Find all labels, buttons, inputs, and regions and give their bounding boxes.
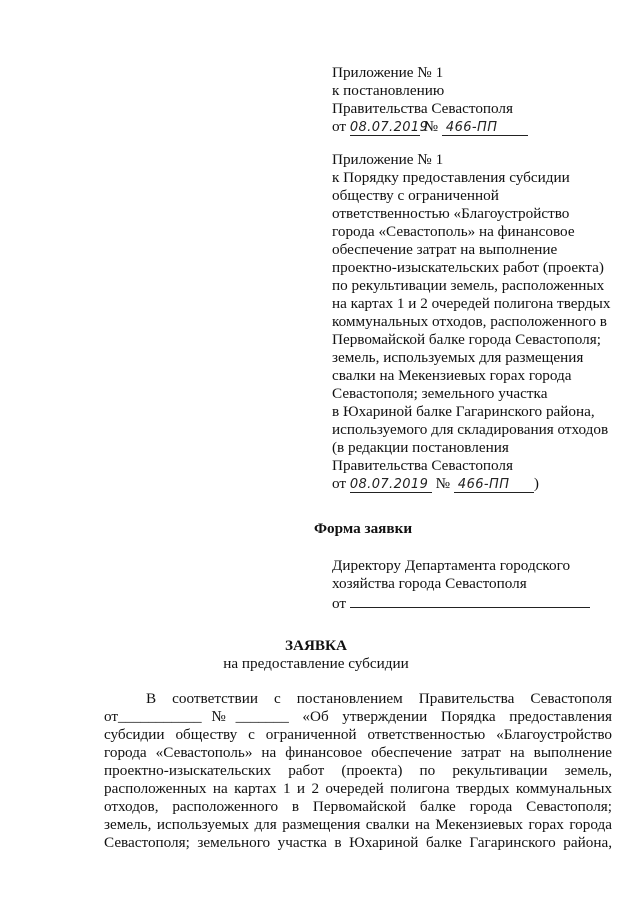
form-title: Форма заявки	[314, 520, 413, 537]
annex-line: (в редакции постановления	[332, 439, 509, 456]
annex-line: земель, используемых для размещения	[332, 349, 584, 366]
addressee-line: Директору Департамента городского	[332, 557, 571, 574]
annex-line: по рекультивации земель, расположенных	[332, 277, 605, 294]
annex-line: Приложение № 1	[332, 151, 444, 168]
annex-date-line	[332, 118, 528, 136]
handwritten-date: 08.07.2019	[350, 477, 432, 493]
annex-line: на картах 1 и 2 очередей полигона твердых	[332, 295, 611, 312]
handwritten-number: 466-ПП	[454, 477, 534, 493]
body-line: Севастополя; земельного участка в Юхариной балке Гагаринского района,	[104, 834, 612, 851]
annex-line: Правительства Севастополя	[332, 457, 513, 474]
ot-label: от	[332, 118, 347, 135]
annex-line: используемого для складирования отходов	[332, 421, 609, 438]
ot-label: от	[332, 595, 347, 612]
application-subtitle: на предоставление субсидии	[223, 655, 409, 672]
annex-line: в Юхариной балке Гагаринского района,	[332, 403, 595, 420]
annex-line: свалки на Мекензиевых горах города	[332, 367, 572, 384]
handwritten-number: 466-ПП	[442, 120, 528, 136]
body-line: В соответствии с постановлением Правительства Севастополя	[146, 690, 612, 707]
body-line: отходов, расположенного в Первомайской балке города Севастополя;	[104, 798, 612, 815]
body-line: субсидии обществу с ограниченной ответственностью «Благоустройство	[104, 726, 612, 743]
annex-to-resolution: к постановлению	[332, 82, 445, 99]
annex-line: коммунальных отходов, расположенного в	[332, 313, 607, 330]
number-sign: №	[435, 475, 451, 492]
annex-line: города «Севастополь» на финансовое	[332, 223, 575, 240]
annex-line: проектно-изыскательских работ (проекта)	[332, 259, 604, 276]
annex-government: Правительства Севастополя	[332, 100, 513, 117]
addressee-from-line	[332, 593, 590, 613]
ot-label: от	[332, 475, 347, 492]
annex-line: Первомайской балке города Севастополя;	[332, 331, 601, 348]
number-sign: №	[423, 118, 439, 135]
handwritten-date: 08.07.2019	[349, 120, 429, 135]
annex-line: Севастополя; земельного участка	[332, 385, 548, 402]
body-line: земель, используемых для размещения свалки на Мекензиевых горах города	[104, 816, 612, 833]
body-line: от___________№_______ «Об утверждении Порядка предоставления	[104, 708, 612, 725]
body-line: города «Севастополь» на финансовое обеспечение затрат на выполнение	[104, 744, 612, 761]
annex-line: обеспечение затрат на выполнение	[332, 241, 558, 258]
body-line: проектно-изыскательских работ (проекта) по рекультивации земель,	[104, 762, 612, 779]
annex-line: обществу с ограниченной	[332, 187, 499, 204]
sender-blank	[350, 593, 590, 608]
body-line: расположенных на картах 1 и 2 очередей полигона твердых коммунальных	[104, 780, 612, 797]
annex-date-line	[332, 475, 539, 493]
closing-paren: )	[533, 475, 539, 492]
annex-number: Приложение № 1	[332, 64, 444, 81]
annex-line: ответственностью «Благоустройство	[332, 205, 570, 222]
annex-line: к Порядку предоставления субсидии	[332, 169, 570, 186]
addressee-line: хозяйства города Севастополя	[332, 575, 527, 592]
application-title: ЗАЯВКА	[284, 637, 348, 654]
